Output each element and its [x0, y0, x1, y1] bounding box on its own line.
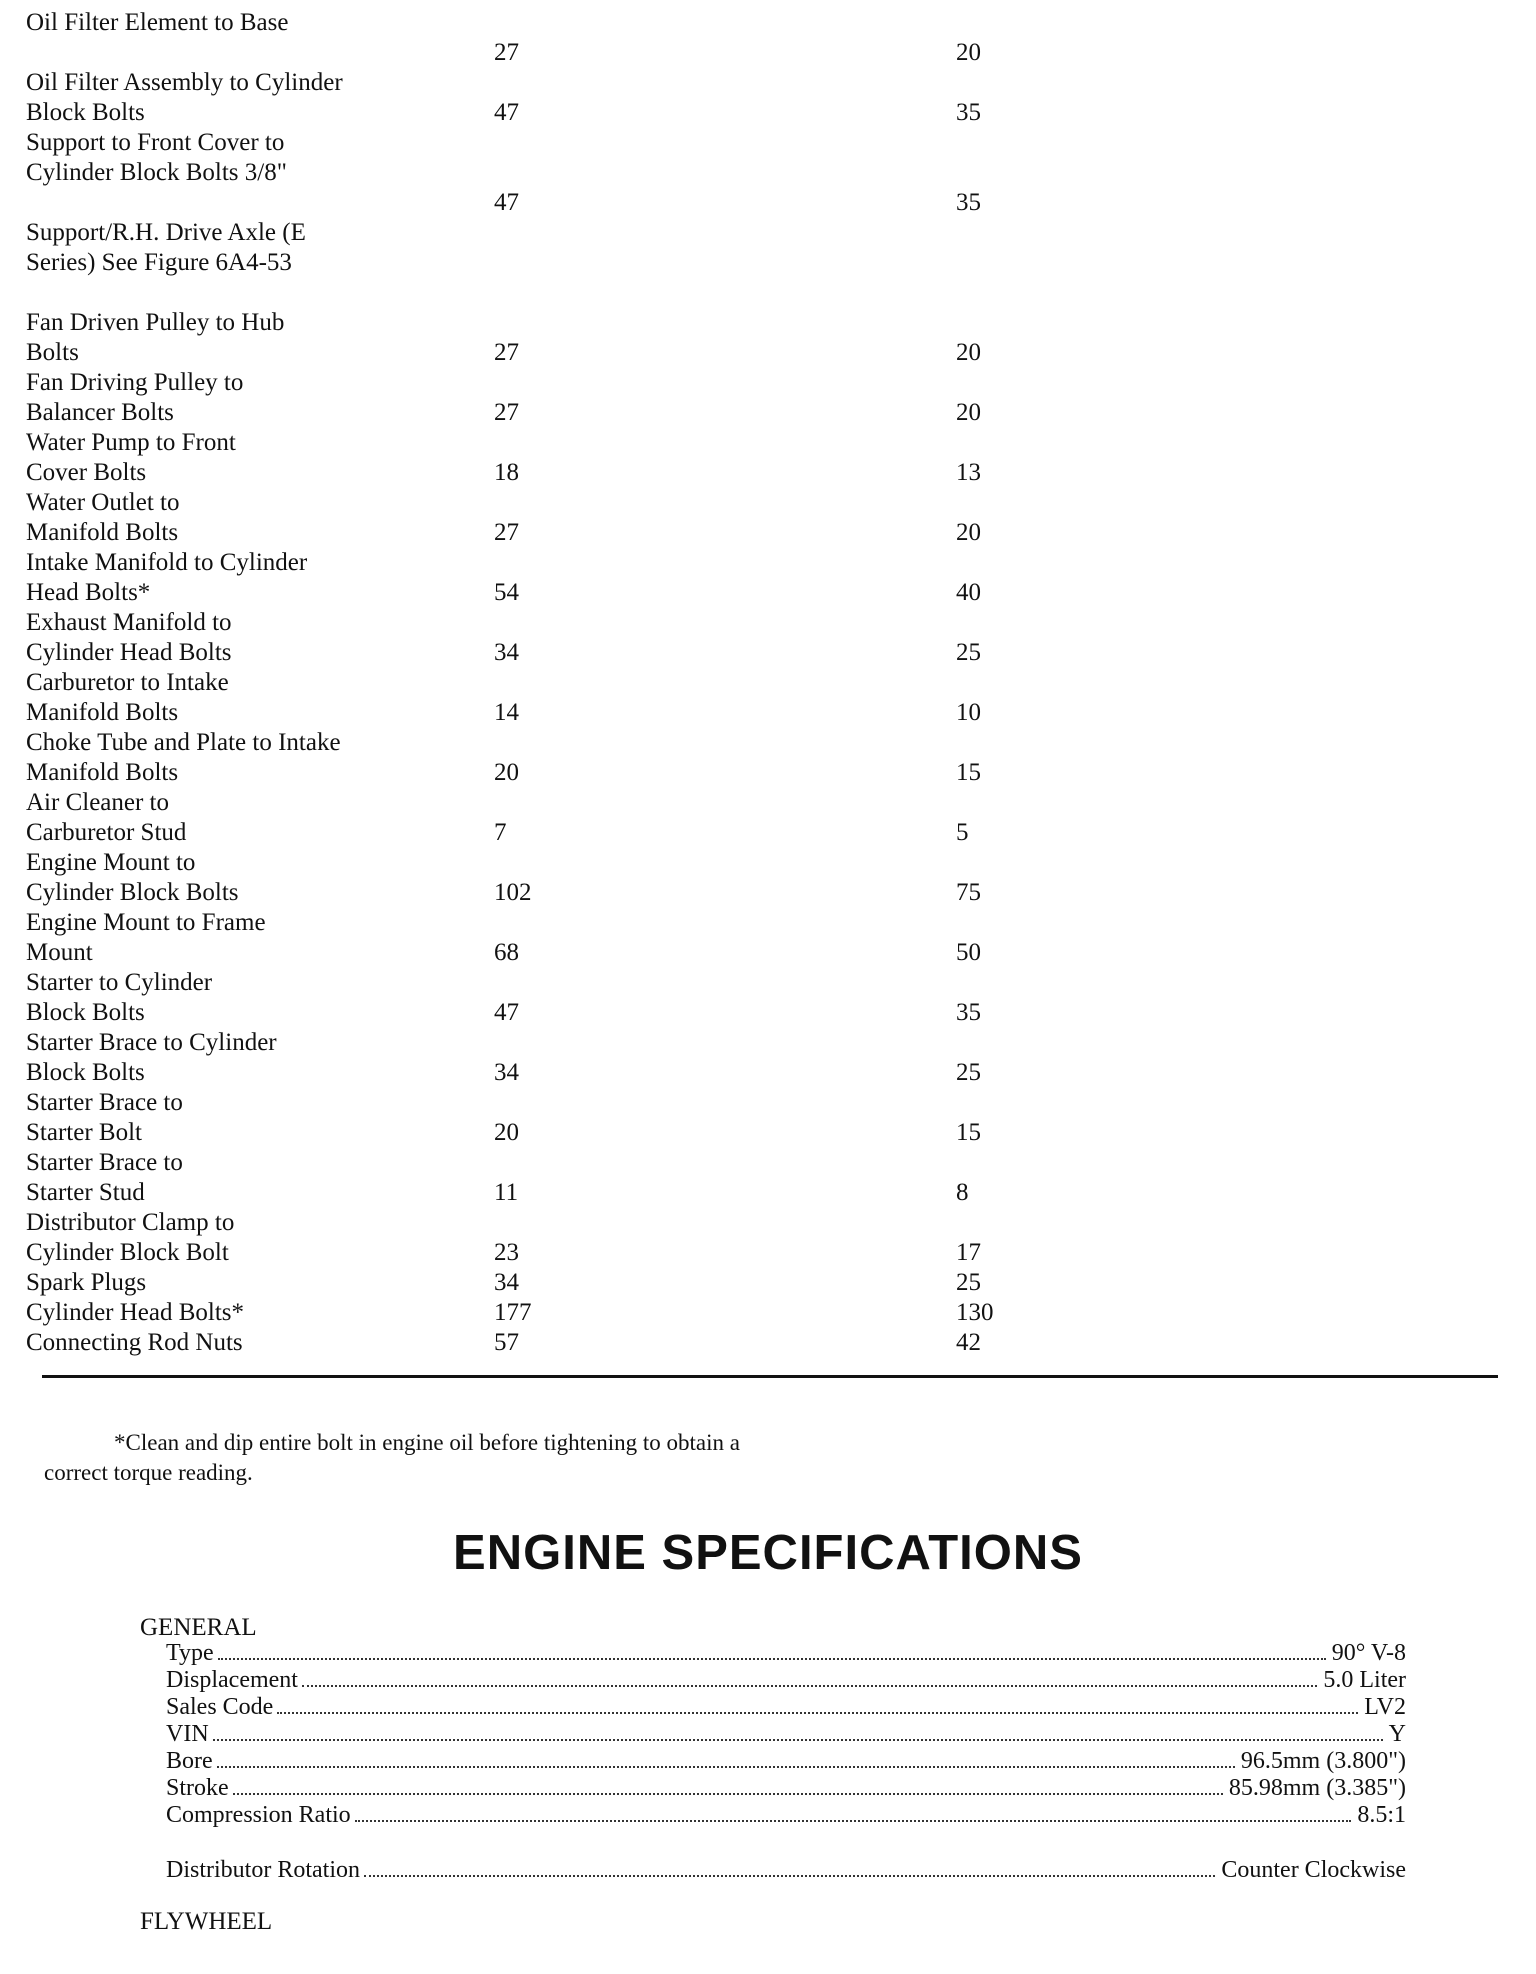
table-row	[26, 548, 1506, 608]
nm-value: 54	[494, 579, 519, 606]
nm-value: 47	[494, 999, 519, 1026]
dot-leader	[277, 1712, 1358, 1714]
table-row	[26, 788, 1506, 848]
item-label: Oil Filter Element to Base	[26, 9, 289, 36]
item-label: Spark Plugs	[26, 1269, 147, 1296]
table-row	[26, 728, 1506, 788]
ft-lbs-value: 10	[956, 699, 981, 726]
spec-row	[166, 1775, 1406, 1802]
ft-lbs-value: 8	[956, 1179, 969, 1206]
ft-lbs-value: 20	[956, 399, 981, 426]
ft-lbs-value: 25	[956, 1059, 981, 1086]
table-row	[26, 1298, 1506, 1328]
spec-label: VIN	[166, 1721, 209, 1747]
table-row	[26, 908, 1506, 968]
spec-value: Y	[1388, 1721, 1406, 1747]
nm-value: 27	[494, 339, 519, 366]
spec-value: Counter Clockwise	[1221, 1857, 1406, 1883]
spec-value: 90° V-8	[1331, 1640, 1406, 1666]
nm-value: 14	[494, 699, 519, 726]
item-label: Air Cleaner to Carburetor Stud	[26, 789, 187, 846]
table-row	[26, 368, 1506, 428]
ft-lbs-value: 25	[956, 639, 981, 666]
nm-value: 27	[494, 39, 519, 66]
ft-lbs-value: 17	[956, 1239, 981, 1266]
item-label: Support to Front Cover to Cylinder Block Bolts 3/8"	[26, 129, 287, 186]
nm-value: 177	[494, 1299, 532, 1326]
dot-leader	[217, 1766, 1235, 1768]
table-row	[26, 1268, 1506, 1298]
spec-row	[166, 1857, 1406, 1884]
ft-lbs-value: 35	[956, 99, 981, 126]
table-row	[26, 128, 1506, 218]
nm-value: 47	[494, 189, 519, 216]
spec-label: Stroke	[166, 1775, 229, 1801]
general-spec-list	[166, 1640, 1406, 1884]
general-heading: GENERAL	[140, 1614, 257, 1641]
item-label: Connecting Rod Nuts	[26, 1329, 243, 1356]
spec-row	[166, 1694, 1406, 1721]
ft-lbs-value: 50	[956, 939, 981, 966]
item-label: Starter Brace to Starter Bolt	[26, 1089, 183, 1146]
item-label: Starter to Cylinder Block Bolts	[26, 969, 213, 1026]
spec-label: Bore	[166, 1748, 213, 1774]
table-row	[26, 608, 1506, 668]
spec-label: Sales Code	[166, 1694, 274, 1720]
nm-value: 57	[494, 1329, 519, 1356]
table-row	[26, 1328, 1506, 1358]
item-label: Distributor Clamp to Cylinder Block Bolt	[26, 1209, 235, 1266]
spec-label: Distributor Rotation	[166, 1857, 360, 1883]
table-row	[26, 488, 1506, 548]
item-label: Fan Driving Pulley to Balancer Bolts	[26, 369, 244, 426]
dot-leader	[355, 1820, 1352, 1822]
nm-value: 23	[494, 1239, 519, 1266]
footnote: *Clean and dip entire bolt in engine oil before tightening to obtain a correct torque reading.	[44, 1430, 740, 1485]
item-label: Exhaust Manifold to Cylinder Head Bolts	[26, 609, 232, 666]
nm-value: 20	[494, 759, 519, 786]
dot-leader	[233, 1793, 1223, 1795]
item-label: Engine Mount to Frame Mount	[26, 909, 266, 966]
item-label: Starter Brace to Starter Stud	[26, 1149, 183, 1206]
spec-value: LV2	[1364, 1694, 1406, 1720]
item-label: Cylinder Head Bolts*	[26, 1299, 245, 1326]
ft-lbs-value: 20	[956, 339, 981, 366]
ft-lbs-value: 75	[956, 879, 981, 906]
ft-lbs-value: 35	[956, 999, 981, 1026]
table-row	[26, 848, 1506, 908]
nm-value: 34	[494, 639, 519, 666]
ft-lbs-value: 13	[956, 459, 981, 486]
page-title: ENGINE SPECIFICATIONS	[453, 1526, 1083, 1580]
spec-value: 96.5mm (3.800")	[1240, 1748, 1406, 1774]
nm-value: 18	[494, 459, 519, 486]
ft-lbs-value: 5	[956, 819, 969, 846]
table-row	[26, 8, 1506, 68]
dot-leader	[213, 1739, 1383, 1741]
divider-rule	[42, 1375, 1498, 1378]
item-label: Engine Mount to Cylinder Block Bolts	[26, 849, 239, 906]
nm-value: 27	[494, 519, 519, 546]
ft-lbs-value: 20	[956, 39, 981, 66]
spec-label: Type	[166, 1640, 214, 1666]
dot-leader	[218, 1658, 1326, 1660]
item-label: Carburetor to Intake Manifold Bolts	[26, 669, 229, 726]
table-row	[26, 1148, 1506, 1208]
table-row	[26, 1088, 1506, 1148]
table-row	[26, 1028, 1506, 1088]
spec-label: Displacement	[166, 1667, 298, 1693]
ft-lbs-value: 15	[956, 1119, 981, 1146]
item-label: Fan Driven Pulley to Hub Bolts	[26, 309, 285, 366]
nm-value: 34	[494, 1059, 519, 1086]
table-row	[26, 308, 1506, 368]
nm-value: 47	[494, 99, 519, 126]
spec-value: 8.5:1	[1357, 1802, 1406, 1828]
ft-lbs-value: 42	[956, 1329, 981, 1356]
item-label: Choke Tube and Plate to Intake Manifold Bolts	[26, 729, 341, 786]
table-row	[26, 1208, 1506, 1268]
spec-row	[166, 1640, 1406, 1667]
spec-row	[166, 1802, 1406, 1829]
nm-value: 34	[494, 1269, 519, 1296]
item-label: Oil Filter Assembly to Cylinder Block Bolts	[26, 69, 343, 126]
nm-value: 102	[494, 879, 532, 906]
dot-leader	[364, 1875, 1215, 1877]
item-label: Intake Manifold to Cylinder Head Bolts*	[26, 549, 308, 606]
item-label: Water Outlet to Manifold Bolts	[26, 489, 180, 546]
table-row	[26, 68, 1506, 128]
spec-label: Compression Ratio	[166, 1802, 351, 1828]
ft-lbs-value: 130	[956, 1299, 994, 1326]
flywheel-heading: FLYWHEEL	[140, 1908, 273, 1935]
table-row	[26, 668, 1506, 728]
nm-value: 20	[494, 1119, 519, 1146]
nm-value: 27	[494, 399, 519, 426]
spec-value: 5.0 Liter	[1323, 1667, 1406, 1693]
spec-row	[166, 1667, 1406, 1694]
item-label: Support/R.H. Drive Axle (E Series) See Figure 6A4-53	[26, 219, 306, 276]
ft-lbs-value: 40	[956, 579, 981, 606]
nm-value: 68	[494, 939, 519, 966]
dot-leader	[302, 1685, 1317, 1687]
item-label: Starter Brace to Cylinder Block Bolts	[26, 1029, 277, 1086]
ft-lbs-value: 20	[956, 519, 981, 546]
ft-lbs-value: 35	[956, 189, 981, 216]
spec-row	[166, 1721, 1406, 1748]
ft-lbs-value: 15	[956, 759, 981, 786]
item-label: Water Pump to Front Cover Bolts	[26, 429, 236, 486]
ft-lbs-value: 25	[956, 1269, 981, 1296]
spec-row	[166, 1748, 1406, 1775]
table-row	[26, 428, 1506, 488]
torque-table	[26, 8, 1506, 1358]
nm-value: 7	[494, 819, 507, 846]
table-row	[26, 218, 1506, 308]
nm-value: 11	[494, 1179, 519, 1206]
table-row	[26, 968, 1506, 1028]
spec-value: 85.98mm (3.385")	[1228, 1775, 1406, 1801]
